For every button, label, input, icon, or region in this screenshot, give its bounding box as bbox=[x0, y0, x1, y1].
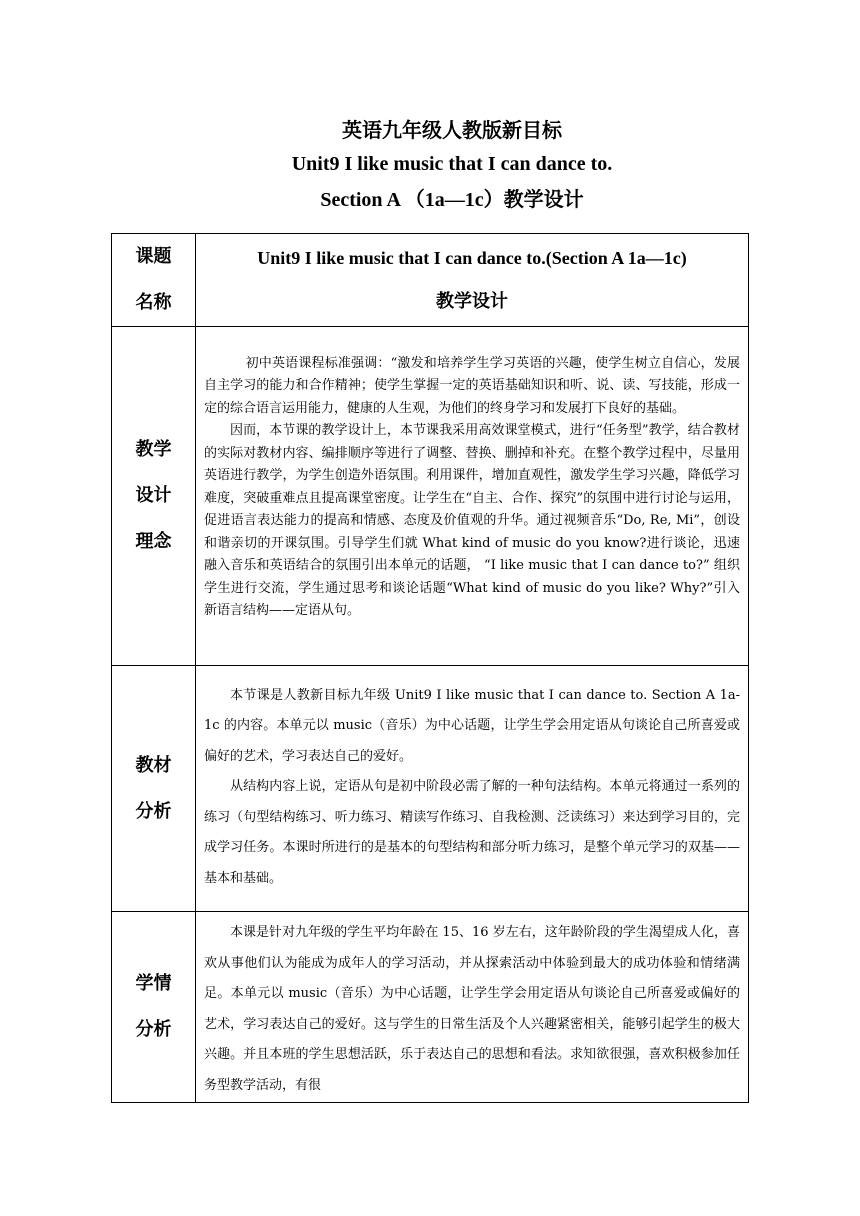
label-text: 学情 bbox=[135, 973, 172, 994]
label-text: 课题 bbox=[135, 246, 172, 267]
student-analysis-cell bbox=[196, 912, 749, 1103]
table-row-design-concept bbox=[112, 327, 749, 666]
topic-content-cell bbox=[196, 234, 749, 327]
row-label-material-analysis bbox=[112, 666, 196, 912]
section-title: Section A （1a—1c）教学设计 bbox=[320, 189, 584, 211]
label-text: 分析 bbox=[135, 800, 172, 822]
material-analysis-cell bbox=[196, 666, 749, 912]
lesson-plan-table bbox=[111, 233, 749, 1103]
paragraph: 初中英语课程标准强调：“激发和培养学生学习英语的兴趣，使学生树立自信心，发展自主学习的能力和合作精神；使学生掌握一定的英语基础知识和听、说、读、写技能，形成一定的综合语言运用能力，健康的人生观，为他们的终身学习和发展打下良好的基础。 bbox=[204, 355, 740, 416]
document-title: 英语九年级人教版新目标 bbox=[342, 118, 562, 142]
paragraph: 因而，本节课的教学设计上，本节课我采用高效课堂模式，进行“任务型”教学，结合教材的实际对教材内容、编排顺序等进行了调整、替换、删掉和补充。在整个教学过程中，尽量用英语进行教学，为学生创造外语氛围。利用课件，增加直观性，激发学生学习兴趣，降低学习难度，突破重难点且提高课堂密度。让学生在“自主、合作、探究”的氛围中进行讨论与运用，促进语言表达能力的提高和情感、态度及价值观的升华。通过视频音乐“Do, Re, Mi”，创设和谐亲切的开课氛围。引导学生们就 What kind of music do you know?进行谈论，迅速融入音乐和英语结合的氛围引出本单元的话题， “I like music that I can dance to?” 组织学生进行交流，学生通过思考和谈论话题“What kind of music do you like? Why?”引入新语言结构——定语从句。 bbox=[204, 423, 740, 618]
label-text: 设计 bbox=[135, 485, 172, 506]
topic-subtitle: 教学设计 bbox=[436, 291, 508, 312]
label-text: 名称 bbox=[135, 292, 172, 313]
row-label-design-concept bbox=[112, 327, 196, 666]
label-text: 教学 bbox=[135, 439, 172, 460]
table-row-material-analysis bbox=[112, 666, 749, 912]
unit-title: Unit9 I like music that I can dance to. bbox=[291, 153, 613, 175]
paragraph: 本节课是人教新目标九年级 Unit9 I like music that I can dance to. Section A 1a-1c 的内容。本单元以 music（音乐）为中心话题，让学生学会用定语从句谈论自己所喜爱或偏好的艺术，学习表达自己的爱好。 bbox=[204, 687, 740, 764]
label-text: 分析 bbox=[135, 1019, 172, 1040]
row-label-topic bbox=[112, 234, 196, 327]
topic-title: Unit9 I like music that I can dance to.(Section A 1a—1c) bbox=[257, 248, 687, 268]
label-text: 理念 bbox=[135, 531, 172, 552]
paragraph: 从结构内容上说，定语从句是初中阶段必需了解的一种句法结构。本单元将通过一系列的练习（句型结构练习、听力练习、精读写作练习、自我检测、泛读练习）来达到学习目的，完成学习任务。本课时所进行的是基本的句型结构和部分听力练习，是整个单元学习的双基——基本和基础。 bbox=[204, 779, 740, 886]
label-text: 教材 bbox=[135, 754, 172, 776]
row-label-student-analysis bbox=[112, 912, 196, 1103]
paragraph: 本课是针对九年级的学生平均年龄在 15、16 岁左右，这年龄阶段的学生渴望成人化，喜欢从事他们认为能成为成年人的学习活动，并从探索活动中体验到最大的成功体验和情绪满足。本单元以 music（音乐）为中心话题，让学生学会用定语从句谈论自己所喜爱或偏好的艺术，学习表达自己的爱好。这与学生的日常生活及个人兴趣紧密相关，能够引起学生的极大兴趣。并且本班的学生思想活跃，乐于表达自己的思想和看法。求知欲很强，喜欢积极参加任务型教学活动，有很 bbox=[204, 925, 740, 1093]
table-row-topic bbox=[112, 234, 749, 327]
table-row-student-analysis bbox=[112, 912, 749, 1103]
design-concept-cell bbox=[196, 327, 749, 666]
